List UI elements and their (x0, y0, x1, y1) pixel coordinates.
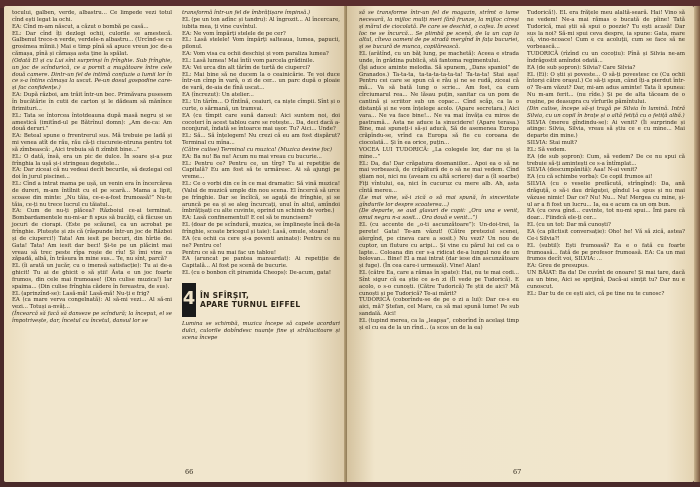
paragraph: EA: Vom visa cu ochii deschiși și vom paraliza lumea? (182, 51, 329, 58)
paragraph: SILVIA (mereu gîndindu-se): Ai venit? (Îi surprinde și atinge: Silvia, Silvia, vreau să știu ce e cu mine... Mai departe din mine.) (527, 119, 685, 140)
paragraph: EA (încrezut): Un atelier... (182, 92, 254, 99)
paragraph: EA (cu că schimbe vorba): Ce copil frumos ai! (527, 174, 653, 181)
paragraph: EL (arătînd, cu un băț lung, pe machetă): Aceea e strada unde, în grădina publică, stă fantoma regimentului. (359, 51, 519, 64)
left-page-column-1 (12, 10, 172, 325)
paragraph: EA (de sub șopron): Cum, să vedem? De ce nu spui că trebuie să-ți amintești ce s-a întîmplat... (527, 153, 685, 167)
page-number-right: 67 (513, 468, 522, 476)
paragraph: EL (Ei): O știi și poveste... O să-ți povestesc ce (Cu ochii întorși către orașul.) Ce să-ți spun, când îți-a pierdut într-o? Te-am văzut? Dar, mi-am adus aminte! Tata îi spunea: Nu m-am ferit... (nu rîde.) Și pe de alta tăceam de o rușine, pe deasupra cu vîrfurile pămîntului. (527, 71, 685, 105)
paragraph: (Din culise, începe să-și tragă pe Silvia în lumină. Intră Silvia, cu un copil în brațe și o altă fetiță cu o fetiță albă.) (527, 105, 685, 119)
paragraph: EA (ca plictisit conversație): Oho! he! Vă să zică, astea? Ce-i Silvia?! (527, 229, 685, 242)
paragraph: EL: Lasă lumea! Mai întîi vom parcela grădinile. (182, 57, 315, 64)
paragraph: EL: Să... Să înțelegem! Nu crezi că eu am fost dispărut? Terminal cu mîna... (182, 133, 340, 147)
paragraph: EA: Cum de nu-ți plăcea? Războiul ce-ai terminat. Bombardamentele nu-mi-ar fi spus să bucăți, că făcuse un jocuri de ciorapi. (Este pe scăunel, ca un acrobat pe frînghie. Plutește și zis că (răspunde într-un joc de Război și de ciuperci!) Tata! Am iesit pe becuri, din hîrtie de. Gata! Tata! Am iesit dar beci! Și-te pe un plăcint mai vreau să trec peste rîpa roșie de rîu! Și îmi vine ca zăpadă, albă, în trăsura în mine sus... Te, nu sînt, parcă? (12, 208, 172, 263)
paragraph: EL (doar de pe scîndură, muzica, se împlinește încă de-la frînghie, scoate bricegul și taie): Lasă, omule, stoara! (182, 222, 340, 235)
chapter-number: 4 (182, 283, 196, 317)
paragraph: EA: Ba nu! Ba nu! Acum nu mai vreau cu bucurie... (182, 153, 322, 160)
paragraph: EL (cu o bonbon cît piramida Cheops): De-acum, gata! (182, 270, 332, 277)
paragraph: EL (îi arată un jucăr, cu o imensă satisfacție): Tu ai de-a ghicit! Tu ai de ghicit o să știi! Ăsta e un joc foarte frumos, din cele mai frumoase! (Din culise muzica!) Iar spaima... (Din culise frînghia cădere în fereastra, de sus). (12, 263, 172, 290)
paragraph: (Își aduce aminte melodia. Să spunem, „Dans spaniol” de Granados.) Ta-ta-ta, ta-ta-ta-ta-ta-ta! Ta-ta-ta! Stai așa! Pentru cei care se spun că e rău și ne se rudă, ziceai că mă... Va să bată lung o scrie... Am fost, ca cum cîrciumarul rea... Ne lăsau puțin, sanitar ca un pom de cantină și scriitor sub un copac... Cînd scăp, ca la o distanță și ne vom înțelege acolo. (Apare secretara.) Aici vara... Ne va face bine!... Ne va mai învăța cu miros de pastramă... Asta ne aduce la sinucidere! (Apare terasa.) Bine, mai spuneți-i să-și aducă, Să de asemenea Europa crăpîndu-se, vrînd ca Europa să fie cu coroana de ciocolată... Și în ea orice, puțin... (359, 64, 519, 147)
paragraph: (Către culise) Terminal cu muzica! (Muzica devine foc) (182, 146, 332, 153)
paragraph: SILVIA (cu o veselie prefăcută, strîngînd): Da, ană drăguță, o să-i dau drăguței, gîndul l-a spus și nu mai văzuse nimic! Dar ce? Nu! Nu... Nu! Mergea cu mine, și-ul ar a fi fost un lucru... Ia, ea e acum ca un om bun. (527, 181, 685, 208)
paragraph: EA: Beteal spune o frrentrerul sus. Mă trebuie pe ladă și mi venea atît de rău, rău că-ți ciucureie-ntruna pentru tot să zîmbească: „Aici trebuia să fi zîmbit bine...” (12, 133, 172, 153)
paragraph: transformă într-un fel de îmbrățișare împinsă.) (182, 10, 311, 16)
paragraph: (Încearcă să facă să danseze pe scîndură; la început, el se împotrivește, dar, încetul cu încetul, dansul lor se (12, 311, 172, 324)
paragraph: EL (tupind merea, ca la „leapșa”, coborînd în același timp și el cu ea de la un rînd... (a scos un de la ea) (359, 317, 519, 331)
paragraph: EL (aprinzînd-se): Lasă-mă! Lasă-mă! Nu-ți e frig? (12, 290, 150, 297)
paragraph: TUDORICĂ (rîzînd cu un cocoțiu): Pînă și Silvia ne-am îndrăgostit amîndoi odată... (527, 51, 685, 64)
chapter-title-line-1: ÎN SFÎRȘIT, (200, 290, 250, 300)
paragraph: TUDORICĂ (coborîndu-se de pe o zi a lui): Dar ce-s eu aici, mă? Ștefan, cel Mare, ca să mai spună lume! Pe sub sandală. Aici! (359, 297, 519, 318)
chapter-heading (182, 283, 340, 317)
paragraph: EA: Cînd m-am născut, a căzut o bombă pe casă... (12, 23, 149, 30)
left-column-2-text (182, 10, 340, 277)
paragraph: EL: Lasă stelele! Vom împărți salteaua, lumea, papucii, pilonul. (182, 37, 340, 51)
right-page-column-2 (527, 10, 685, 297)
paragraph: EL: Pentru ce? Pentru ce, un tîrg? Tu ai repetiție de Capitală? Eu am fost să te urmăresc. Ai să ajungi pe vreme... (182, 160, 340, 181)
paragraph: EL: O dată, însă, era un pic de dulce. În soare și-a puz frînghia la ușă și-i stringeau degetele... (12, 153, 172, 167)
paragraph: EL: Un tărîm... O fîntînă, ceaiuri, ca niște cîmpii. Sînt și o curte, o sărmană, un tramvai. (182, 98, 340, 112)
paragraph: EL: Da, da! Dar crăpatura dosmaniilor... Apoi ea o să ne mai vorbească, de crăpătură de o să ne mai vedem. Cînd știam noi, nici nu (aveam cu altă scriere) dar a (îl soarbe) Fiți vîntului, ea, nici în cucuruz cu mere alb. Ah, asta cîntă mereu... (359, 160, 519, 194)
paragraph: EA (de sub șopron): Silvia? Care Silvia? (527, 64, 636, 71)
paragraph: EL: Să vedem. (527, 146, 567, 153)
paragraph: EL: Tata se întorcea întotdeauna după masă negru și se amestică (imitînd-ul pe Bătrînul domn): „Am de-ca: Am două deruri.” (12, 112, 172, 133)
paragraph: EA: Dar ziceai că nu vedeai decît becurile, să dezlegai cel doi în jurul piscinei... (12, 167, 172, 181)
paragraph: EL: Cînd a intrat mama pe ușă, un venin era în încercărea de dureri, m-am întîlnit cu el pe scară... Mama a lipit, scoase din minte: „Nu tăia, ce-e-a-fost frumoasă!” Nu-te tăia, ce-ți nu trece lucrul cu tăiatul... (12, 181, 172, 208)
paragraph: EL: Ce o vorbi din ce în ce mai dramatic: Să vină muzica! (Valul de muzică umple din nou scena. El încercă să urce pe frînghie. Dar se încîlcă, se agață de frînghie, și se aruncă pe ea și se aleg încurcați, unul în altul, amîndoi îmbrățișați cu alte cuvinte, oprind un schimb de vorbe.) (182, 181, 340, 215)
paragraph: EA: Greu de presupus. (527, 263, 589, 270)
paragraph: EL (pe un ton adînc și tandru): Al îngrozit... Al încercare, iubita mea, ți vine cuvîntul. (182, 16, 340, 30)
paragraph: EA (cu tîmpit care sună dansul: Aici suntem noi, doi cocoteri în acest tablou care se rotește... Da, deci dacă a-nconjurat, îndată se întoarce mai ușor. Tu? Aici... Unde? (182, 112, 340, 133)
paragraph: SILVIA (descumpănită): Aaa! N-ai venit? (527, 167, 638, 174)
paragraph: Pentru ce să nu mai fac un tablou! (182, 249, 277, 256)
page-number-left: 66 (185, 468, 194, 476)
chapter-title-line-2: APARE TURNUL EIFFEL (200, 299, 301, 309)
paragraph: EL (cu accente de „o-ti ascunzătoare”): Un-doi-trei, la perete! Gata! Te-am văzut! (Către preteziul scenei, alergînd, pe cineva care a sosit.) Nu vezi? Un nou de cuptor, un fluture cu aripi... Și vine cu părul lui cel ca o lapte... Coloana din cer s-a ridicat de-a lungul nou de un bolovan... Bine! El a mai intrat (dar iese din ascunzătoare și fuge). (În cea care-i urmează). Vine! Alan! (359, 222, 519, 270)
paragraph: EA (cu ochii ca cere și-a poventi aninate): Pentru ce nu ne? Pentru ce! (182, 235, 340, 249)
paragraph: EA: Vei urca din alt tărîm de turtă de ciuperci? (182, 64, 311, 71)
paragraph: EL (cu un tot: Dar mă cunoști? (527, 222, 611, 229)
paragraph: EA (aruncat pe pantea mansardat): Ai repetiție de Capitală... Al fost pe scenă de bucurie. (182, 256, 340, 270)
left-page-column-2 (182, 10, 340, 341)
paragraph: EA: Lasă confinementul! E cel să te muncisem? (182, 215, 312, 222)
paragraph: (Le mai vine, să-i zică o să mai spună, în sinceritate gîndurile lor despre scoaterea...) (359, 194, 519, 208)
paragraph: EA: După război, am trăit într-un bec. Primăvara pusesem în bucătărie în cutii de carton și le dădeam să mănînce firimituri... (12, 92, 172, 112)
paragraph: EL: Dar cînd îți dezlegi ochii, culorile se amestecă. Galbenul trece-n verde, verdele-n albastru... (Urcînd-se cu grosimea mîinii.) Mai e timp pînă să apuce vreun joc de-a cămașa, pînă și cămașa asta ține la spălat. (12, 30, 172, 58)
left-page (4, 6, 347, 482)
paragraph: Tudorică!). EL era frățele meu alaltă-seară. Hai! Vino să ne vedem! Ne-a mai rămas o bucată de pîine! Tată Tudorică, mai știi să spui o poezie? Tu ești acasă! Dar sus la noi? Să-mi spui ceva despre, ia spune: Gata, mare că, vino-ncoace! Cum e cu acoluții, cum se face să ne vorbească... (527, 10, 685, 51)
paragraph: tocului, galben, verde, albastru... Ce limpede vezi totul cînd ești legat la ochi. (12, 10, 172, 23)
chapter-title (200, 291, 300, 309)
paragraph: EL: Mai bine să ne ducem la o ceainicărie. Te voi duce într-un cîmp în vară, o zi de cer... un parc după o ploaie de vară, de-aia de fînă uscat... (182, 71, 340, 92)
chapter-opening-text: Lumina se schimbă, muzica începe să capete acorduri dulci, culorile dobîndesc nuanțe fine și strălucitoare și scena începe (182, 320, 340, 341)
paragraph: UN BĂIAT: Ba da! De cuvînt de onoare! Și mai tare, dacă au un bine, Aici se sprijină, Dacă-ai simțit tu? Dar nu e cunoscut. (527, 270, 685, 290)
paragraph: EA: Ne vom împărți stelele de pe cer? (182, 30, 286, 37)
paragraph: SILVIA: Stai mult? (527, 140, 578, 147)
right-page (347, 6, 694, 482)
paragraph: EL: Dar tu de ce ești aici, că pe tine nu te cunosc? (527, 290, 665, 297)
paragraph: EL (subtil): Ești frumoasă? Ea e o fată cu foarte frumoasă... fată de pe profesor frumoasă. EA: Ca un mai frumos decît voi, SILVIA: ... (527, 242, 685, 263)
book-edge (694, 6, 700, 482)
paragraph: EA (cu ceva gînd... cuvinte, tot nu-mi spui... Îmi pare că doar... Fiindcă ele-ți cer... (527, 208, 685, 222)
paragraph: EL (către Ea, care a rămas în spate): Hai, nu te mai codi... Sînt sigur că ea știe ce a-n zi (Îl vede pe Tudorică). E acolo, o s-o cunoști. (Către Tudorică) Te știi de aici? Mă cunoști și pe Tudorică? Te-ai mărit? (359, 270, 519, 297)
paragraph: să se transforme într-un fel de magazin, strîmt o lume necesară, la mijloc mulți meri fără frunze, la mijloc cireși și mărul de ciocolată. Pe care se deschid, o cafea. În acest loc ne se încurcă... Se plimbă pe scenă, de la un cap la altul, cîteva oameni de pe stradă mergînd în fața bucuriei, și se bucură de munca, copilărească. (359, 10, 519, 51)
right-page-column-1 (359, 10, 519, 332)
paragraph: (Odată El și cu Lui sînt surprinși în frînghie. Sub frînghie, un joc de scîndurică, ce a pornit a mugătoare între cele două camere. Dintr-un fel de intimă confuzie a lumii lor în ce s-a întins cămașa la uscat. Pe-un dosul gospodine care-și fac confidențe.) (12, 57, 172, 92)
paragraph: VOCEA LUI TUDORICĂ: „La colegele lor, dar nu și la mine...” (359, 146, 519, 160)
paragraph: (De departe, se aud glasuri de copii: „Ora una e venit, omul negru n-a sosit... Ora două e venit...”) (359, 208, 519, 222)
paragraph: EA (ca mare verva congelnată): Al să-mi vezi... Al să-mi vezi... Totuși a-nvăț... (12, 297, 172, 311)
